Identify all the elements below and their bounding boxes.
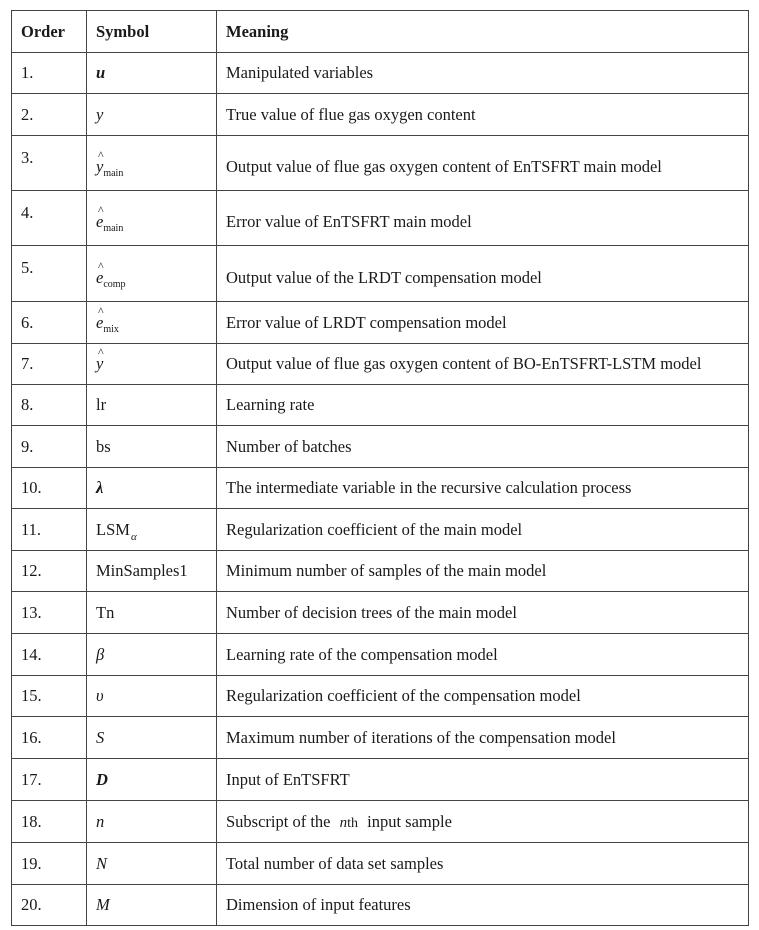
symbol-cell <box>87 759 217 801</box>
symbol-subscript: comp <box>103 278 126 290</box>
symbol-cell <box>87 592 217 634</box>
symbol-cell <box>87 509 217 551</box>
table-row <box>12 717 749 759</box>
symbol-cell <box>87 302 217 344</box>
symbol-text: LSM <box>96 519 130 539</box>
symbol-text: Tn <box>96 602 115 622</box>
meaning-cell: Learning rate of the compensation model <box>217 634 749 676</box>
meaning-cell: Input of EnTSFRT <box>217 759 749 801</box>
symbol-text: lr <box>96 395 107 414</box>
symbol-cell <box>87 717 217 759</box>
meaning-cell: Number of batches <box>217 426 749 468</box>
meaning-suffix: th <box>347 815 359 831</box>
symbol-subscript: main <box>103 168 124 179</box>
meaning-variable: n <box>339 814 348 831</box>
meaning-cell: Output value of flue gas oxygen content of EnTSFRT main model <box>217 136 749 191</box>
order-cell: 20. <box>12 885 87 926</box>
symbol-text: ^ e <box>96 212 103 232</box>
order-cell: 7. <box>12 344 87 385</box>
order-cell: 14. <box>12 634 87 676</box>
symbol-cell <box>87 885 217 926</box>
order-cell: 2. <box>12 94 87 136</box>
meaning-cell: Regularization coefficient of the compensation model <box>217 676 749 717</box>
symbol-text: bs <box>96 436 111 456</box>
symbol-cell <box>87 385 217 426</box>
table-row <box>12 843 749 885</box>
order-cell: 13. <box>12 592 87 634</box>
meaning-text-after: input sample <box>367 811 452 831</box>
meaning-cell: Maximum number of iterations of the compensation model <box>217 717 749 759</box>
symbol-text: MinSamples1 <box>96 561 188 580</box>
table-row <box>12 136 749 191</box>
order-cell: 12. <box>12 551 87 592</box>
order-cell: 9. <box>12 426 87 468</box>
order-cell: 17. <box>12 759 87 801</box>
symbol-text: u <box>96 63 106 82</box>
symbol-text: D <box>96 769 108 789</box>
meaning-cell: The intermediate variable in the recursive calculation process <box>217 468 749 509</box>
table-row <box>12 246 749 302</box>
order-cell: 15. <box>12 676 87 717</box>
symbol-subscript: main <box>103 223 124 234</box>
order-cell: 4. <box>12 191 87 246</box>
table-row <box>12 551 749 592</box>
meaning-cell: Dimension of input features <box>217 885 749 926</box>
header-symbol: Symbol <box>87 11 217 53</box>
symbol-cell <box>87 344 217 385</box>
order-cell: 1. <box>12 53 87 94</box>
symbol-text: ^ y <box>96 157 103 177</box>
table-row <box>12 468 749 509</box>
symbol-text: M <box>96 895 110 914</box>
meaning-text-before: Subscript of the <box>226 811 331 831</box>
table-row <box>12 191 749 246</box>
table-row <box>12 53 749 94</box>
meaning-cell: Output value of the LRDT compensation model <box>217 246 749 302</box>
symbol-cell <box>87 246 217 302</box>
symbol-subscript: α <box>130 530 137 543</box>
meaning-cell: Total number of data set samples <box>217 843 749 885</box>
meaning-cell: Output value of flue gas oxygen content of BO-EnTSFRT-LSTM model <box>217 344 749 385</box>
order-cell: 5. <box>12 246 87 302</box>
order-cell: 10. <box>12 468 87 509</box>
symbol-text: ^ e <box>96 313 103 333</box>
header-meaning: Meaning <box>217 11 749 53</box>
symbol-cell <box>87 843 217 885</box>
symbol-text: υ <box>96 686 104 705</box>
table-row <box>12 759 749 801</box>
meaning-cell <box>217 801 749 843</box>
table-row <box>12 634 749 676</box>
order-cell: 18. <box>12 801 87 843</box>
symbol-subscript: mix <box>103 323 119 335</box>
symbol-text: ^ y <box>96 354 103 374</box>
table-row <box>12 801 749 843</box>
order-cell: 3. <box>12 136 87 191</box>
symbol-cell <box>87 676 217 717</box>
table-row <box>12 592 749 634</box>
symbol-text: S <box>96 727 105 747</box>
meaning-cell: Learning rate <box>217 385 749 426</box>
symbol-text: λ <box>96 478 104 497</box>
table-row <box>12 344 749 385</box>
table-row <box>12 385 749 426</box>
table-row <box>12 426 749 468</box>
table-row <box>12 509 749 551</box>
symbol-text: N <box>96 853 108 873</box>
symbol-text: β <box>96 644 105 664</box>
symbol-cell <box>87 136 217 191</box>
table-row <box>12 94 749 136</box>
header-order: Order <box>12 11 87 53</box>
symbol-text: y <box>96 104 104 124</box>
symbol-table-container <box>11 10 748 926</box>
symbol-cell <box>87 634 217 676</box>
table-header-row <box>12 11 749 53</box>
order-cell: 11. <box>12 509 87 551</box>
meaning-cell: Error value of EnTSFRT main model <box>217 191 749 246</box>
meaning-cell: True value of flue gas oxygen content <box>217 94 749 136</box>
meaning-cell: Manipulated variables <box>217 53 749 94</box>
symbol-cell <box>87 426 217 468</box>
meaning-cell: Error value of LRDT compensation model <box>217 302 749 344</box>
symbol-cell <box>87 94 217 136</box>
symbol-text: n <box>96 811 105 831</box>
symbol-text: ^ e <box>96 268 103 288</box>
symbol-cell <box>87 53 217 94</box>
symbol-cell <box>87 551 217 592</box>
meaning-cell: Number of decision trees of the main model <box>217 592 749 634</box>
meaning-cell: Minimum number of samples of the main model <box>217 551 749 592</box>
order-cell: 16. <box>12 717 87 759</box>
table-row <box>12 302 749 344</box>
order-cell: 6. <box>12 302 87 344</box>
table-row <box>12 885 749 926</box>
symbol-cell <box>87 801 217 843</box>
order-cell: 19. <box>12 843 87 885</box>
order-cell: 8. <box>12 385 87 426</box>
symbol-table <box>11 10 749 926</box>
table-row <box>12 676 749 717</box>
meaning-cell: Regularization coefficient of the main model <box>217 509 749 551</box>
symbol-cell <box>87 191 217 246</box>
symbol-cell <box>87 468 217 509</box>
